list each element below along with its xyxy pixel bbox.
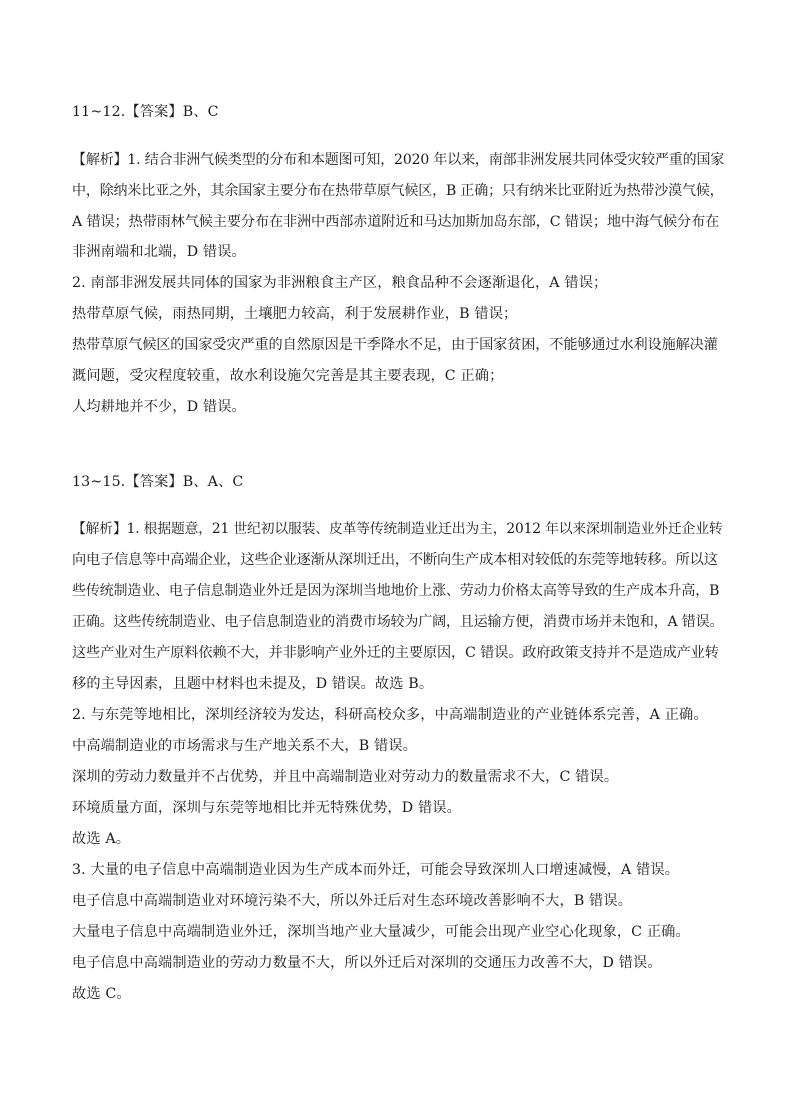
analysis-line: 电子信息中高端制造业的劳动力数量不大，所以外迁后对深圳的交通压力改善不大，D 错误。 bbox=[72, 955, 662, 971]
analysis-line: 2. 南部非洲发展共同体的国家为非洲粮食主产区，粮食品种不会逐渐退化，A 错误； bbox=[72, 275, 608, 291]
analysis-line: 向电子信息等中高端企业，这些企业逐渐从深圳迁出，不断向生产成本相对较低的东莞等地转移。所以这 bbox=[72, 552, 718, 568]
analysis-line: 【解析】1. 结合非洲气候类型的分布和本题图可知，2020 年以来，南部非洲发展共同体受灾较严重的国家 bbox=[72, 152, 725, 168]
analysis-line: 非洲南端和北端，D 错误。 bbox=[72, 244, 246, 260]
analysis-line: 故选 A。 bbox=[72, 831, 131, 847]
analysis-line: 3. 大量的电子信息中高端制造业因为生产成本而外迁，可能会导致深圳人口增速减慢，A 错误。 bbox=[72, 862, 680, 878]
analysis-line: 移的主导因素，且题中材料也未提及，D 错误。故选 B。 bbox=[72, 676, 434, 692]
analysis-line: 热带草原气候区的国家受灾严重的自然原因是干季降水不足，由于国家贫困，不能够通过水利设施解决灌 bbox=[72, 337, 718, 353]
analysis-line: 些传统制造业、电子信息制造业外迁是因为深圳当地地价上涨、劳动力价格太高等导致的生产成本升高，B bbox=[72, 583, 720, 599]
analysis-line: 【解析】1. 根据题意，21 世纪初以服装、皮革等传统制造业迁出为主，2012 年以来深圳制造业外迁企业转 bbox=[72, 521, 723, 537]
analysis-line: 中，除纳米比亚之外，其余国家主要分布在热带草原气候区，B 正确；只有纳米比亚附近为热带沙漠气候， bbox=[72, 183, 724, 199]
analysis-line: 电子信息中高端制造业对环境污染不大，所以外迁后对生态环境改善影响不大，B 错误。 bbox=[72, 893, 633, 909]
analysis-line: 这些产业对生产原料依赖不大，并非影响产业外迁的主要原因，C 错误。政府政策支持并不是造成产业转 bbox=[72, 645, 719, 661]
analysis-line: 2. 与东莞等地相比，深圳经济较为发达，科研高校众多，中高端制造业的产业链体系完善，A 正确。 bbox=[72, 707, 708, 723]
answer-13-15: 13~15.【答案】B、A、C bbox=[72, 474, 244, 490]
analysis-line: 正确。这些传统制造业、电子信息制造业的消费市场较为广阔，且运输方便，消费市场并未饱和，A 错误。 bbox=[72, 614, 724, 630]
analysis-line: 溉问题，受灾程度较重，故水利设施欠完善是其主要表现，C 正确； bbox=[72, 368, 504, 384]
answer-11-12: 11~12.【答案】B、C bbox=[72, 104, 219, 120]
analysis-line: 热带草原气候，雨热同期，土壤肥力较高，利于发展耕作业，B 错误； bbox=[72, 306, 518, 322]
analysis-line: 故选 C。 bbox=[72, 986, 131, 1002]
analysis-line: 深圳的劳动力数量并不占优势，并且中高端制造业对劳动力的数量需求不大，C 错误。 bbox=[72, 769, 619, 785]
analysis-line: 中高端制造业的市场需求与生产地关系不大，B 错误。 bbox=[72, 738, 417, 754]
analysis-line: A 错误；热带雨林气候主要分布在非洲中西部赤道附近和马达加斯加岛东部，C 错误；地中海气候分布在 bbox=[72, 214, 720, 230]
analysis-line: 环境质量方面，深圳与东莞等地相比并无特殊优势，D 错误。 bbox=[72, 800, 461, 816]
analysis-line: 人均耕地并不少，D 错误。 bbox=[72, 399, 246, 415]
analysis-line: 大量电子信息中高端制造业外迁，深圳当地产业大量减少，可能会出现产业空心化现象，C 正确。 bbox=[72, 924, 690, 940]
